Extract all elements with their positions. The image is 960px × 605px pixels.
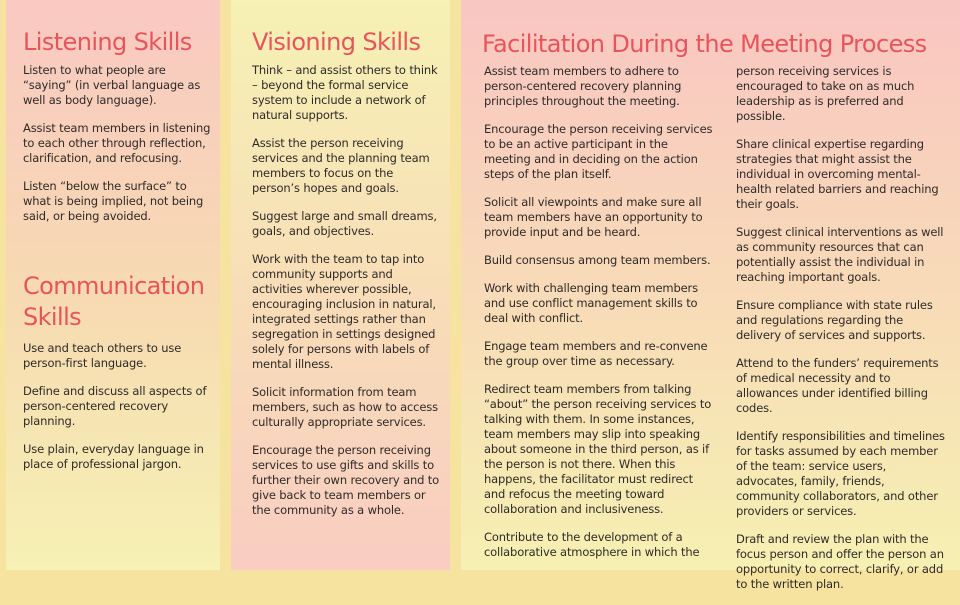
facilitation-heading: Facilitation During the Meeting Process: [482, 30, 927, 58]
list-item: Attend to the funders’ requirements of medical necessity and to allowances under identified billing codes.: [736, 356, 939, 415]
list-item: Solicit information from team members, such as how to access culturally appropriate services.: [252, 385, 438, 429]
list-item: Use and teach others to use person-first language.: [23, 341, 182, 370]
list-item: Engage team members and re-convene the group over time as necessary.: [484, 339, 708, 368]
communication-heading-line1: Communication: [23, 272, 205, 300]
list-item: Draft and review the plan with the focus person and offer the person an opportunity to correct, clarify, or add to the written plan.: [736, 532, 944, 591]
visioning-skills-heading: Visioning Skills: [252, 28, 421, 56]
listening-skills-heading: Listening Skills: [23, 28, 192, 56]
visioning-skills-list: [252, 63, 444, 531]
list-item: Use plain, everyday language in place of professional jargon.: [23, 442, 204, 471]
list-item: Share clinical expertise regarding strategies that might assist the individual in overcoming mental-health related barriers and reaching their goals.: [736, 137, 939, 211]
list-item: Define and discuss all aspects of person-centered recovery planning.: [23, 384, 207, 428]
communication-skills-heading: [23, 271, 204, 333]
list-item: Listen to what people are “saying” (in verbal language as well as body language).: [23, 63, 201, 107]
list-item: person receiving services is encouraged to take on as much leadership as is preferred and possible.: [736, 64, 915, 123]
skills-panel-left: [6, 0, 220, 570]
list-item: Assist team members to adhere to person-centered recovery planning principles throughout the meeting.: [484, 64, 682, 108]
skills-panel-middle: [231, 0, 450, 570]
list-item: Ensure compliance with state rules and regulations regarding the delivery of services and supports.: [736, 298, 933, 342]
list-item: Work with the team to tap into community supports and activities wherever possible, encouraging inclusion in natural, integrated settings rather than segregation in settings designed solely for persons with labels of mental illness.: [252, 252, 436, 371]
list-item: Assist the person receiving services and the planning team members to focus on the person’s hopes and goals.: [252, 136, 430, 195]
list-item: Suggest large and small dreams, goals, and objectives.: [252, 209, 437, 238]
facilitation-column-right: [736, 64, 948, 605]
facilitation-column-left: [484, 64, 714, 573]
list-item: Work with challenging team members and use conflict management skills to deal with conflict.: [484, 281, 698, 325]
listening-skills-list: [23, 63, 215, 237]
list-item: Identify responsibilities and timelines for tasks assumed by each member of the team: service users, advocates, family, friends, community collaborators, and other providers or services.: [736, 429, 945, 518]
list-item: Contribute to the development of a collaborative atmosphere in which the: [484, 530, 700, 559]
list-item: Redirect team members from talking “about” the person receiving services to talking with them. In some instances, team members may slip into speaking about someone in the third person, as if the person is not there. When this happens, the facilitator must redirect and refocus the meeting toward collaboration and inclusiveness.: [484, 382, 712, 516]
communication-heading-line2: Skills: [23, 303, 82, 331]
list-item: Listen “below the surface” to what is being implied, not being said, or being avoided.: [23, 179, 204, 223]
list-item: Think – and assist others to think – beyond the formal service system to include a network of natural supports.: [252, 63, 438, 122]
communication-skills-list: [23, 341, 215, 485]
list-item: Assist team members in listening to each other through reflection, clarification, and refocusing.: [23, 121, 211, 165]
list-item: Encourage the person receiving services to use gifts and skills to further their own recovery and to give back to team members or the community as a whole.: [252, 443, 440, 517]
list-item: Solicit all viewpoints and make sure all team members have an opportunity to provide input and be heard.: [484, 195, 703, 239]
list-item: Build consensus among team members.: [484, 253, 711, 267]
list-item: Encourage the person receiving services to be an active participant in the meeting and in deciding on the action steps of the plan itself.: [484, 122, 713, 181]
facilitation-panel: [461, 0, 960, 591]
list-item: Suggest clinical interventions as well as community resources that can potentially assist the individual in reaching important goals.: [736, 225, 944, 284]
